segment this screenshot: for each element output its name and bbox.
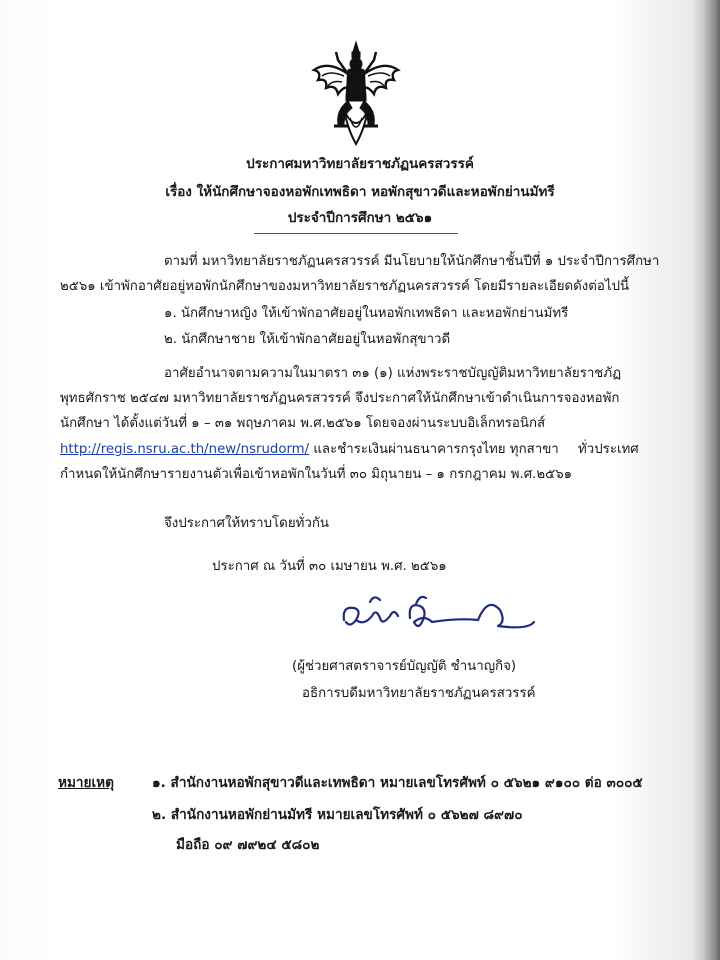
paragraph2-line5: กำหนดให้นักศึกษารายงานตัวเพื่อเข้าหอพักในวันที่ ๓๐ มิถุนายน – ๑ กรกฎาคม พ.ศ.๒๕๖๑ xyxy=(60,467,573,482)
paragraph1-line1: ตามที่ มหาวิทยาลัยราชภัฏนครสวรรค์ มีนโยบายให้นักศึกษาชั้นปีที่ ๑ ประจำปีการศึกษา xyxy=(164,254,660,269)
signer-name: (ผู้ช่วยศาสตราจารย์บัญญัติ ชำนาญกิจ) xyxy=(292,659,517,674)
paragraph2-line3: นักศึกษา ได้ตั้งแต่วันที่ ๑ – ๓๑ พฤษภาคม พ.ศ.๒๕๖๑ โดยจองผ่านระบบอิเล็กทรอนิกส์ xyxy=(60,416,546,431)
document-title: ประกาศมหาวิทยาลัยราชภัฏนครสวรรค์ xyxy=(246,156,474,172)
note-item-2: ๒. สำนักงานหอพักย่านมัทรี หมายเลขโทรศัพท์ ๐ ๕๖๒๗ ๘๙๗๐ xyxy=(152,807,523,823)
notes-label: หมายเหตุ xyxy=(58,775,114,791)
academic-year: ประจำปีการศึกษา ๒๕๖๑ xyxy=(287,210,433,226)
note-item-3: มือถือ ๐๙ ๗๙๒๔ ๕๘๐๒ xyxy=(176,837,320,853)
paragraph1-line2: ๒๕๖๑ เข้าพักอาศัยอยู่หอพักนักศึกษาของมหาวิทยาลัยราชภัฏนครสวรรค์ โดยมีรายละเอียดดังต่อไปนี้ xyxy=(60,279,630,294)
paragraph2-line4 xyxy=(60,438,559,459)
announcement-date: ประกาศ ณ วันที่ ๓๐ เมษายน พ.ศ. ๒๕๖๑ xyxy=(212,559,447,574)
list-item: ๒. นักศึกษาชาย ให้เข้าพักอาศัยอยู่ในหอพักสุขาวดี xyxy=(164,332,451,347)
paragraph2-line2: พุทธศักราช ๒๕๔๗ มหาวิทยาลัยราชภัฏนครสวรรค์ จึงประกาศให้นักศึกษาเข้าดำเนินการจองหอพัก xyxy=(60,391,620,406)
paragraph2-line4-end: ทั่วประเทศ xyxy=(578,442,639,457)
heading-divider xyxy=(254,233,458,234)
note-item-1: ๑. สำนักงานหอพักสุขาวดีและเทพธิดา หมายเลขโทรศัพท์ ๐ ๕๖๒๑ ๙๑๐๐ ต่อ ๓๐๐๕ xyxy=(152,775,643,791)
list-item: ๑. นักศึกษาหญิง ให้เข้าพักอาศัยอยู่ในหอพักเทพธิดา และหอพักย่านมัทรี xyxy=(164,306,569,321)
garuda-emblem-icon xyxy=(308,40,404,152)
closing-statement: จึงประกาศให้ทราบโดยทั่วกัน xyxy=(164,516,329,531)
document-subject: เรื่อง ให้นักศึกษาจองหอพักเทพธิดา หอพักสุขาวดีและหอพักย่านมัทรี xyxy=(165,184,555,200)
registration-link[interactable]: http://regis.nsru.ac.th/new/nsrudorm/ xyxy=(60,442,310,457)
page-edge-shadow xyxy=(704,0,720,960)
signer-title: อธิการบดีมหาวิทยาลัยราชภัฏนครสวรรค์ xyxy=(302,686,536,701)
paragraph2-line1: อาศัยอำนาจตามความในมาตรา ๓๑ (๑) แห่งพระราชบัญญัติมหาวิทยาลัยราชภัฏ xyxy=(164,366,622,381)
signature-image xyxy=(338,592,538,642)
paragraph2-line4-rest: และชำระเงินผ่านธนาคารกรุงไทย ทุกสาขา xyxy=(313,442,559,457)
